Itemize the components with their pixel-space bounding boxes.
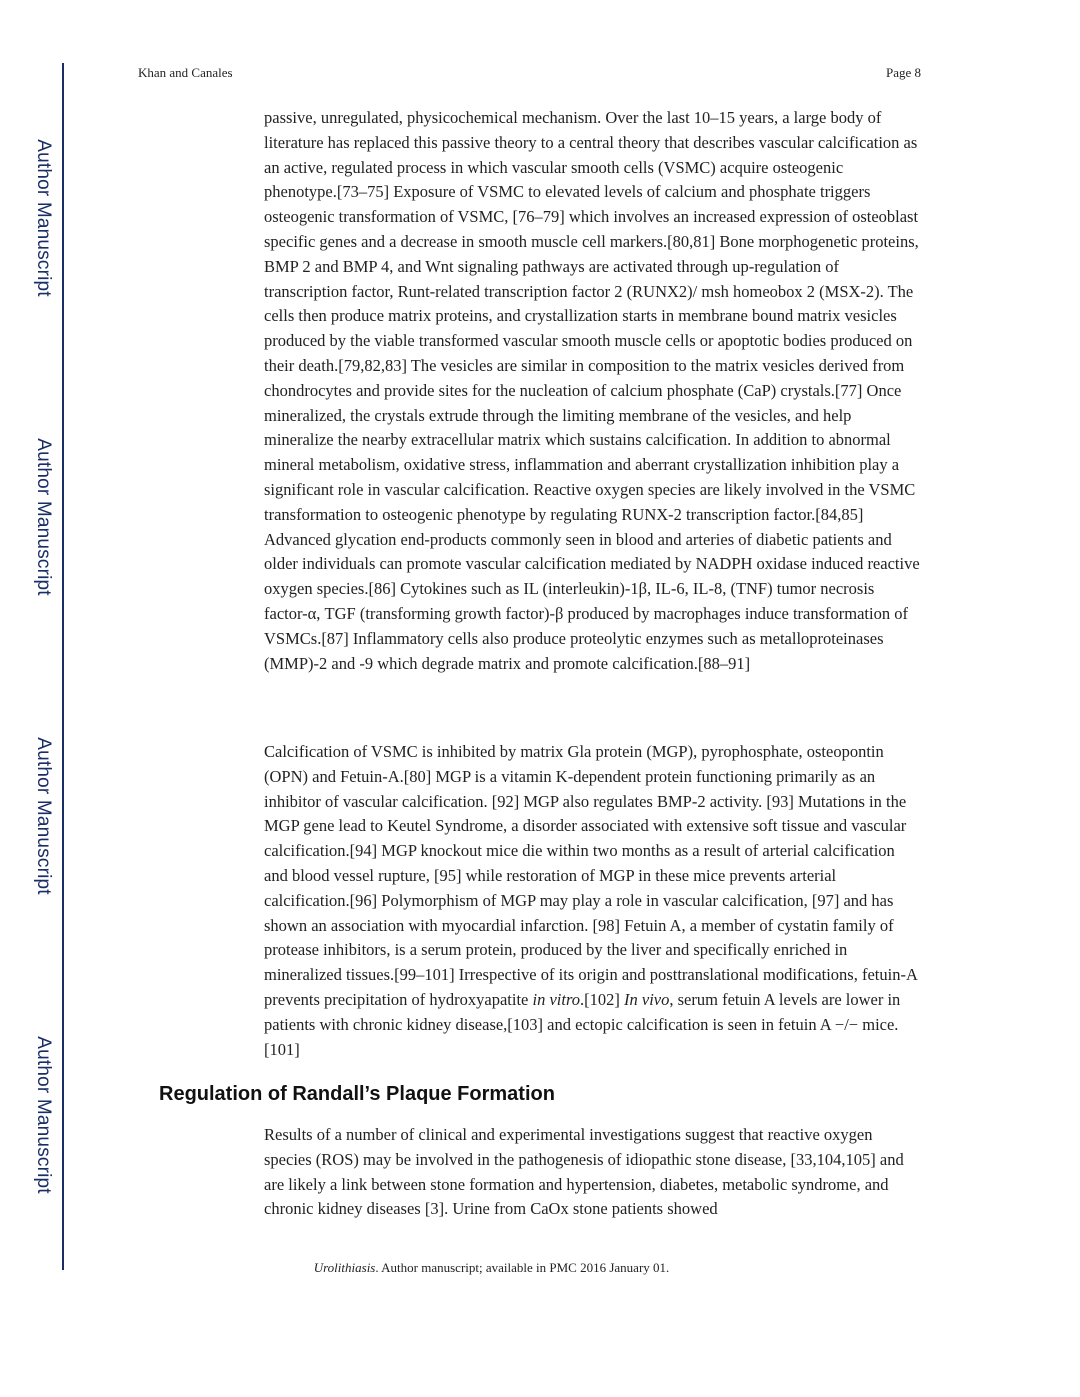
italic-term: in vitro [532, 989, 581, 1009]
section-heading: Regulation of Randall’s Plaque Formation [159, 1083, 555, 1105]
running-head-authors: Khan and Canales [138, 65, 233, 80]
paragraph-vascular-calcification [264, 106, 920, 676]
author-manuscript-label-1: Author Manuscript [33, 139, 54, 297]
text-run: .[102] [580, 989, 625, 1009]
paragraph-text [264, 740, 920, 1062]
left-margin-rule [62, 63, 64, 1270]
footer-citation [0, 1260, 983, 1276]
author-manuscript-label-4: Author Manuscript [33, 1036, 54, 1194]
paragraph-calcification-inhibitors [264, 740, 920, 1062]
footer-note: . Author manuscript; available in PMC 2016 January 01. [375, 1260, 670, 1275]
paragraph-text: passive, unregulated, physicochemical mechanism. Over the last 10–15 years, a large body of literature has replaced this passive theory to a central theory that describes vascular calcification as an active, regulated process in which vascular smooth cells (VSMC) acquire osteogenic phenotype.[73–75] Exposure of VSMC to elevated levels of calcium and phosphate triggers osteogenic transformation of VSMC, [76–79] which involves an increased expression of osteoblast specific genes and a decrease in smooth muscle cell markers.[80,81] Bone morphogenetic proteins, BMP 2 and BMP 4, and Wnt signaling pathways are activated through up-regulation of transcription factor, Runt-related transcription factor 2 (RUNX2)/ msh homeobox 2 (MSX-2). The cells then produce matrix proteins, and crystallization starts in membrane bound matrix vesicles produced by the viable transformed vascular smooth muscle cells or apoptotic bodies produced on their death.[79,82,83] The vesicles are similar in composition to the matrix vesicles derived from chondrocytes and provide sites for the nucleation of calcium phosphate (CaP) crystals.[77] Once mineralized, the crystals extrude through the limiting membrane of the vesicles, and help mineralize the nearby extracellular matrix which sustains calcification. In addition to abnormal mineral metabolism, oxidative stress, inflammation and aberrant crystallization inhibition play a significant role in vascular calcification. Reactive oxygen species are likely involved in the VSMC transformation to osteogenic phenotype by regulating RUNX-2 transcription factor.[84,85] Advanced glycation end-products commonly seen in blood and arteries of diabetic patients and older individuals can promote vascular calcification mediated by NADPH oxidase induced reactive oxygen species.[86] Cytokines such as IL (interleukin)-1β, IL-6, IL-8, (TNF) tumor necrosis factor-α, TGF (transforming growth factor)-β produced by macrophages induce transformation of VSMCs.[87] Inflammatory cells also produce proteolytic enzymes such as metalloproteinases (MMP)-2 and -9 which degrade matrix and promote calcification.[88–91] [264, 108, 920, 673]
italic-term: In vivo [624, 989, 670, 1009]
journal-name: Urolithiasis [313, 1260, 376, 1275]
text-run: Calcification of VSMC is inhibited by matrix Gla protein (MGP), pyrophosphate, osteopontin (OPN) and Fetuin-A.[80] MGP is a vitamin K-dependent protein functioning primarily as an inhibitor of vascular calcification. [92] MGP also regulates BMP-2 activity. [93] Mutations in the MGP gene lead to Keutel Syndrome, a disorder associated with extensive soft tissue and vascular calcification.[94] MGP knockout mice die within two months as a result of arterial calcification and blood vessel rupture, [95] while restoration of MGP in these mice prevents arterial calcification.[96] Polymorphism of MGP may play a role in vascular calcification, [97] and has shown an association with myocardial infarction. [98] Fetuin A, a member of cystatin family of protease inhibitors, is a serum protein, produced by the liver and specifically enriched in mineralized tissues.[99–101] Irrespective of its origin and posttranslational modifications, fetuin-A prevents precipitation of hydroxyapatite [264, 742, 917, 1009]
author-manuscript-label-2: Author Manuscript [33, 438, 54, 596]
page-number: Page 8 [885, 65, 921, 80]
paragraph-text: Results of a number of clinical and experimental investigations suggest that reactive oxygen species (ROS) may be involved in the pathogenesis of idiopathic stone disease, [33,104,105] and are likely a link between stone formation and hypertension, diabetes, metabolic syndrome, and chronic kidney diseases [3]. Urine from CaOx stone patients showed [264, 1125, 904, 1219]
paragraph-ros [264, 1123, 920, 1222]
author-manuscript-label-3: Author Manuscript [33, 737, 54, 895]
text-run: , serum fetuin A levels are lower in patients with chronic kidney disease,[103] and ectopic calcification is seen in fetuin A −/− mice.[101] [264, 989, 901, 1059]
